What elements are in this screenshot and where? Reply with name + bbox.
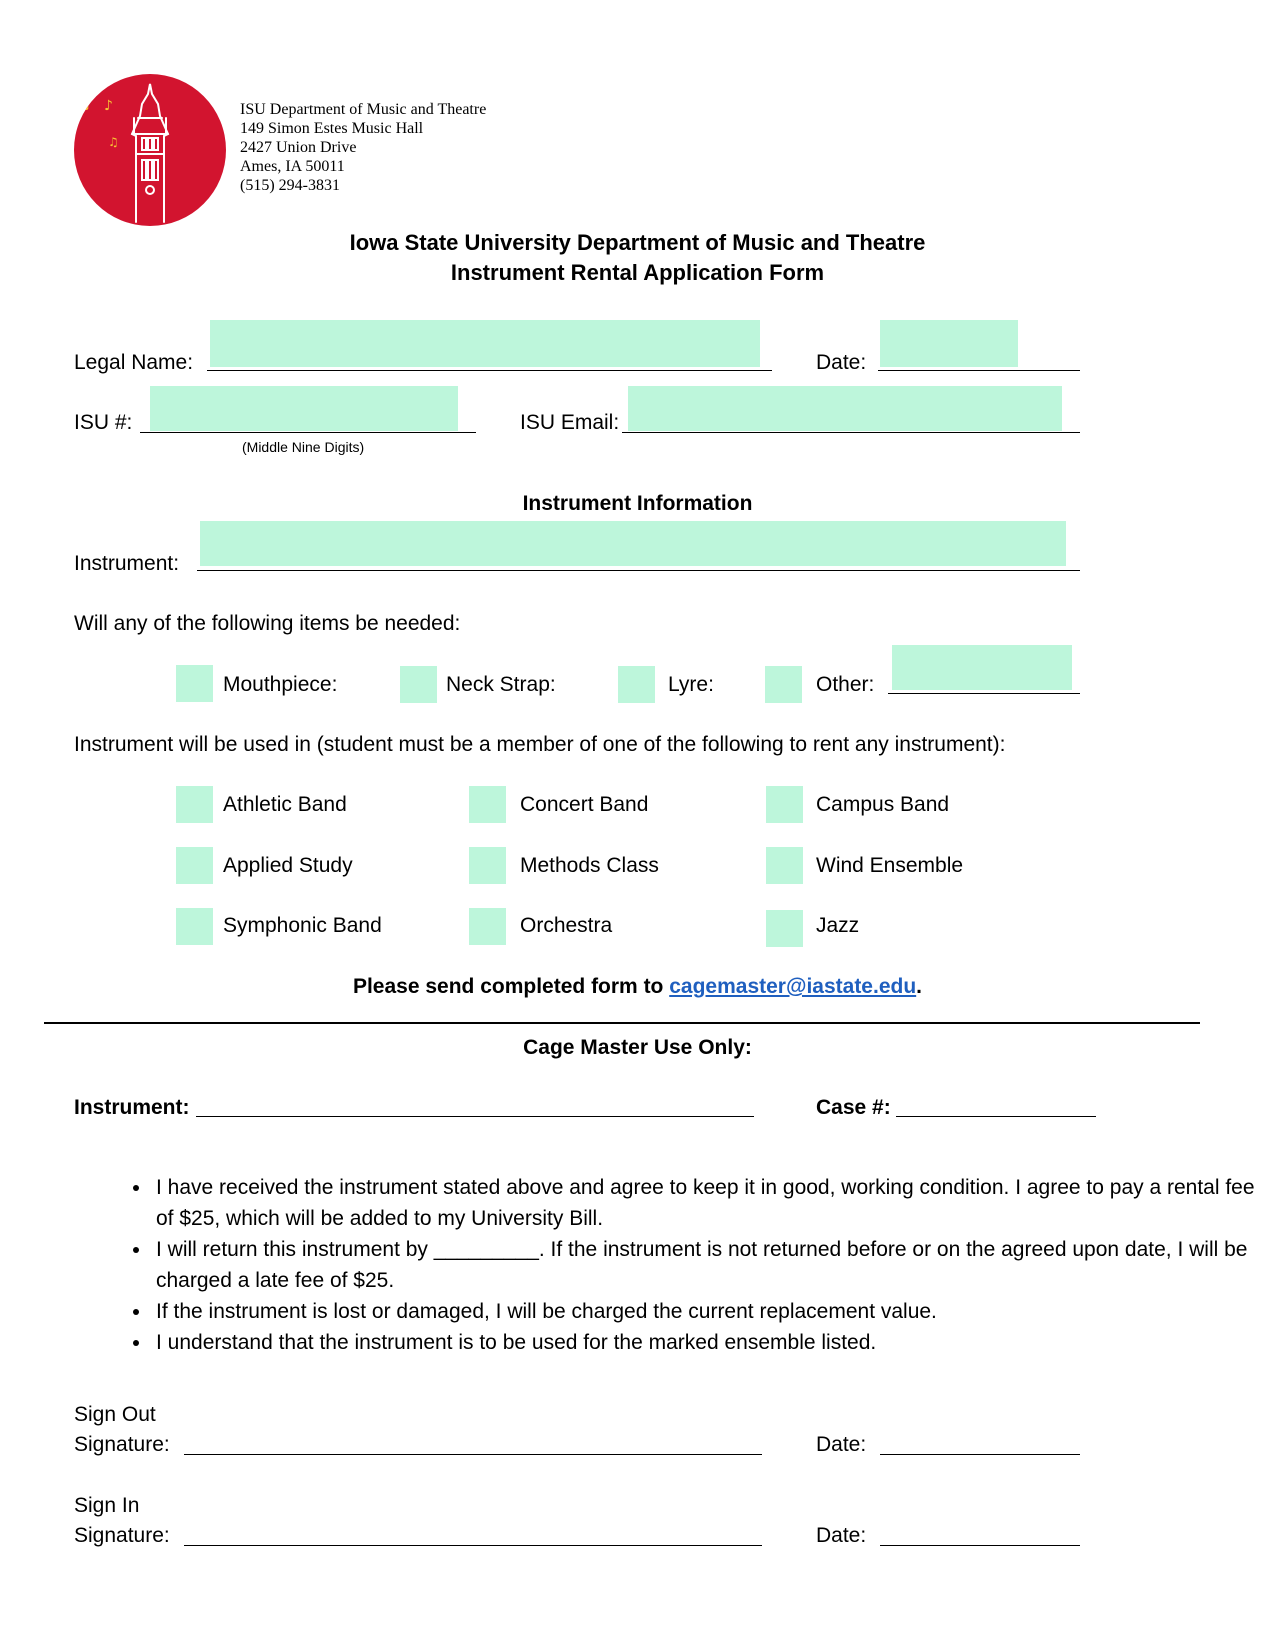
lyre-label: Lyre: [668, 673, 714, 696]
isu-email-underline [622, 432, 1080, 433]
address-line: Ames, IA 50011 [240, 158, 345, 175]
svg-text:♫: ♫ [74, 89, 92, 113]
svg-text:♪: ♪ [104, 98, 113, 114]
submission-period: . [916, 975, 923, 998]
address-line: ISU Department of Music and Theatre [240, 101, 487, 118]
isu-number-underline [140, 432, 476, 433]
athletic-band-checkbox[interactable] [176, 786, 213, 823]
other-checkbox[interactable] [765, 666, 802, 703]
form-title [0, 228, 1275, 288]
department-address [240, 100, 486, 195]
applied-study-label: Applied Study [223, 854, 353, 877]
sign-in-label: Sign In [74, 1494, 140, 1517]
jazz-label: Jazz [816, 914, 860, 937]
legal-name-underline [207, 370, 772, 371]
legal-name-label: Legal Name: [74, 351, 194, 374]
cage-instrument-label: Instrument: [74, 1096, 190, 1119]
instrument-info-heading: Instrument Information [522, 492, 753, 515]
usage-question: Instrument will be used in (student must be a member of one of the following to rent any instrument): [74, 733, 1006, 756]
instrument-input[interactable] [200, 521, 1066, 566]
date-input[interactable] [880, 320, 1018, 367]
section-divider [44, 1022, 1200, 1024]
methods-class-label: Methods Class [520, 854, 659, 877]
wind-ensemble-checkbox[interactable] [766, 847, 803, 884]
address-line: 149 Simon Estes Music Hall [240, 120, 424, 137]
date-label: Date: [816, 351, 867, 374]
instrument-underline [197, 570, 1080, 571]
address-line: (515) 294-3831 [240, 177, 340, 194]
mouthpiece-checkbox[interactable] [176, 665, 213, 702]
concert-band-checkbox[interactable] [469, 786, 506, 823]
lyre-checkbox[interactable] [618, 666, 655, 703]
submission-note [0, 975, 1275, 999]
wind-ensemble-label: Wind Ensemble [816, 854, 964, 877]
applied-study-checkbox[interactable] [176, 847, 213, 884]
address-line: 2427 Union Drive [240, 139, 357, 156]
sign-in-date-line[interactable] [880, 1545, 1080, 1546]
term-item: • I will return this instrument by _________. If the instrument is not returned before or on the agreed upon date, I will be charged a late fee of $25. [152, 1234, 1262, 1296]
sign-out-signature-label: Signature: [74, 1433, 170, 1456]
sign-in-date-label: Date: [816, 1524, 867, 1547]
symphonic-band-checkbox[interactable] [176, 908, 213, 945]
methods-class-checkbox[interactable] [469, 847, 506, 884]
campus-band-checkbox[interactable] [766, 786, 803, 823]
isu-number-hint: (Middle Nine Digits) [242, 439, 365, 455]
items-question: Will any of the following items be needed: [74, 612, 461, 635]
case-number-line[interactable] [896, 1116, 1096, 1117]
sign-out-date-line[interactable] [880, 1454, 1080, 1455]
jazz-checkbox[interactable] [766, 910, 803, 947]
date-underline [878, 370, 1080, 371]
instrument-label: Instrument: [74, 552, 180, 575]
title-main: Iowa State University Department of Music and Theatre [349, 230, 926, 255]
terms-list [110, 1172, 1262, 1358]
isu-number-label: ISU #: [74, 411, 133, 434]
symphonic-band-label: Symphonic Band [223, 914, 382, 937]
sign-in-signature-label: Signature: [74, 1524, 170, 1547]
neck-strap-label: Neck Strap: [446, 673, 556, 696]
sign-out-label: Sign Out [74, 1403, 156, 1426]
neck-strap-checkbox[interactable] [400, 666, 437, 703]
isu-email-label: ISU Email: [520, 411, 620, 434]
campus-band-label: Campus Band [816, 793, 950, 816]
term-item: • If the instrument is lost or damaged, I will be charged the current replacement value. [152, 1296, 1262, 1327]
submission-text: Please send completed form to [352, 975, 670, 998]
other-label: Other: [816, 673, 875, 696]
cage-instrument-line[interactable] [196, 1116, 754, 1117]
svg-text:♫: ♫ [108, 135, 119, 149]
concert-band-label: Concert Band [520, 793, 649, 816]
other-input[interactable] [892, 645, 1072, 690]
mouthpiece-label: Mouthpiece: [223, 673, 338, 696]
orchestra-label: Orchestra [520, 914, 613, 937]
sign-out-signature-line[interactable] [184, 1454, 762, 1455]
isu-logo-icon [74, 74, 226, 226]
athletic-band-label: Athletic Band [223, 793, 347, 816]
isu-number-input[interactable] [150, 386, 458, 431]
sign-out-date-label: Date: [816, 1433, 867, 1456]
orchestra-checkbox[interactable] [469, 908, 506, 945]
cagemaster-email-link[interactable]: cagemaster@iastate.edu [669, 975, 917, 998]
term-item: • I understand that the instrument is to be used for the marked ensemble listed. [152, 1327, 1262, 1358]
other-underline [888, 693, 1080, 694]
title-sub: Instrument Rental Application Form [450, 260, 825, 285]
cage-master-heading: Cage Master Use Only: [523, 1036, 752, 1059]
term-item: • I have received the instrument stated above and agree to keep it in good, working condition. I agree to pay a rental fee of $25, which will be added to my University Bill. [152, 1172, 1262, 1234]
sign-in-signature-line[interactable] [184, 1545, 762, 1546]
case-number-label: Case #: [816, 1096, 891, 1119]
isu-email-input[interactable] [628, 386, 1062, 431]
legal-name-input[interactable] [210, 320, 760, 367]
